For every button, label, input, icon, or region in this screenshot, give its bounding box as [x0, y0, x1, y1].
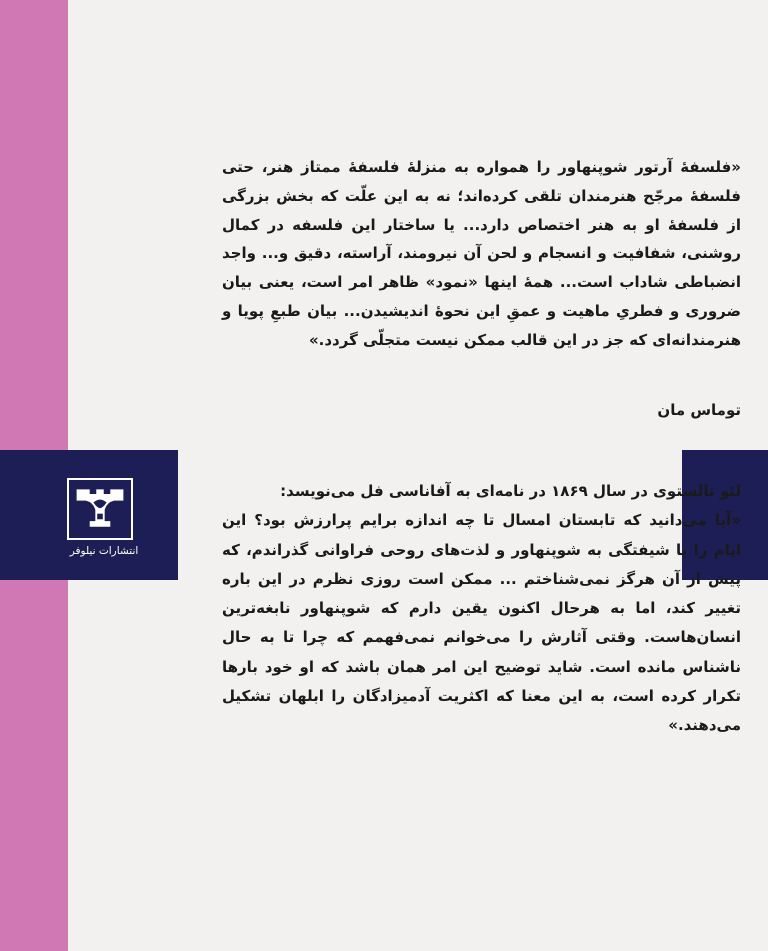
- nilufar-publisher-logo-icon: [67, 478, 133, 540]
- publisher-name: انتشارات نیلوفر: [69, 545, 139, 557]
- thomas-mann-quote: «فلسفهٔ آرتور شوپنهاور را همواره به منزلهٔ فلسفهٔ ممتاز هنر، حتی فلسفهٔ مرجّح هنرمندان تلقی کرده‌اند؛ نه به این علّت که بخش بزرگی از فلسفهٔ او به هنر اختصاص دارد... یا ساختار این فلسفه در کمال روشنی، شفافیت و انسجام و لحن آن نیرومند، آراسته، دقیق و... واجد انضباطی شاداب است... همهٔ اینها «نمود» ظاهر امر است، یعنی بیان ضروری و فطریِ ماهیت و عمقِ این نحوهٔ اندیشیدن... بیان طبعِ پویا و هنرمندانه‌ای که جز در این قالب ممکن نیست متجلّی گردد.»: [222, 158, 741, 349]
- quote-author: توماس مان: [657, 401, 741, 419]
- tolstoy-quote-text: «آیا می‌دانید که تابستان امسال تا چه اندازه برایم پرارزش بود؟ این ایام را با شیفتگی به شوپنهاور و لذت‌های روحی فراوانی گذراندم، که پیش از آن هرگز نمی‌شناختم ... ممکن است روزی نظرم در این باره تغییر کند، اما به هرحال اکنون یقین دارم که شوپنهاور نابغه‌ترین انسان‌هاست. وقتی آثارش را می‌خوانم نمی‌فهمم که چرا تا به حال ناشناس مانده است. شاید توضیح این امر همان باشد که او خود بارها تکرار کرده است، به این معنا که اکثریت آدمیزادگان را ابلهان تشکیل می‌دهند.»: [222, 511, 741, 735]
- tolstoy-quote: [222, 477, 741, 741]
- tolstoy-quote-intro: لئو تالستوی در سال ۱۸۶۹ در نامه‌ای به آفاناسی فل می‌نویسد:: [280, 482, 741, 500]
